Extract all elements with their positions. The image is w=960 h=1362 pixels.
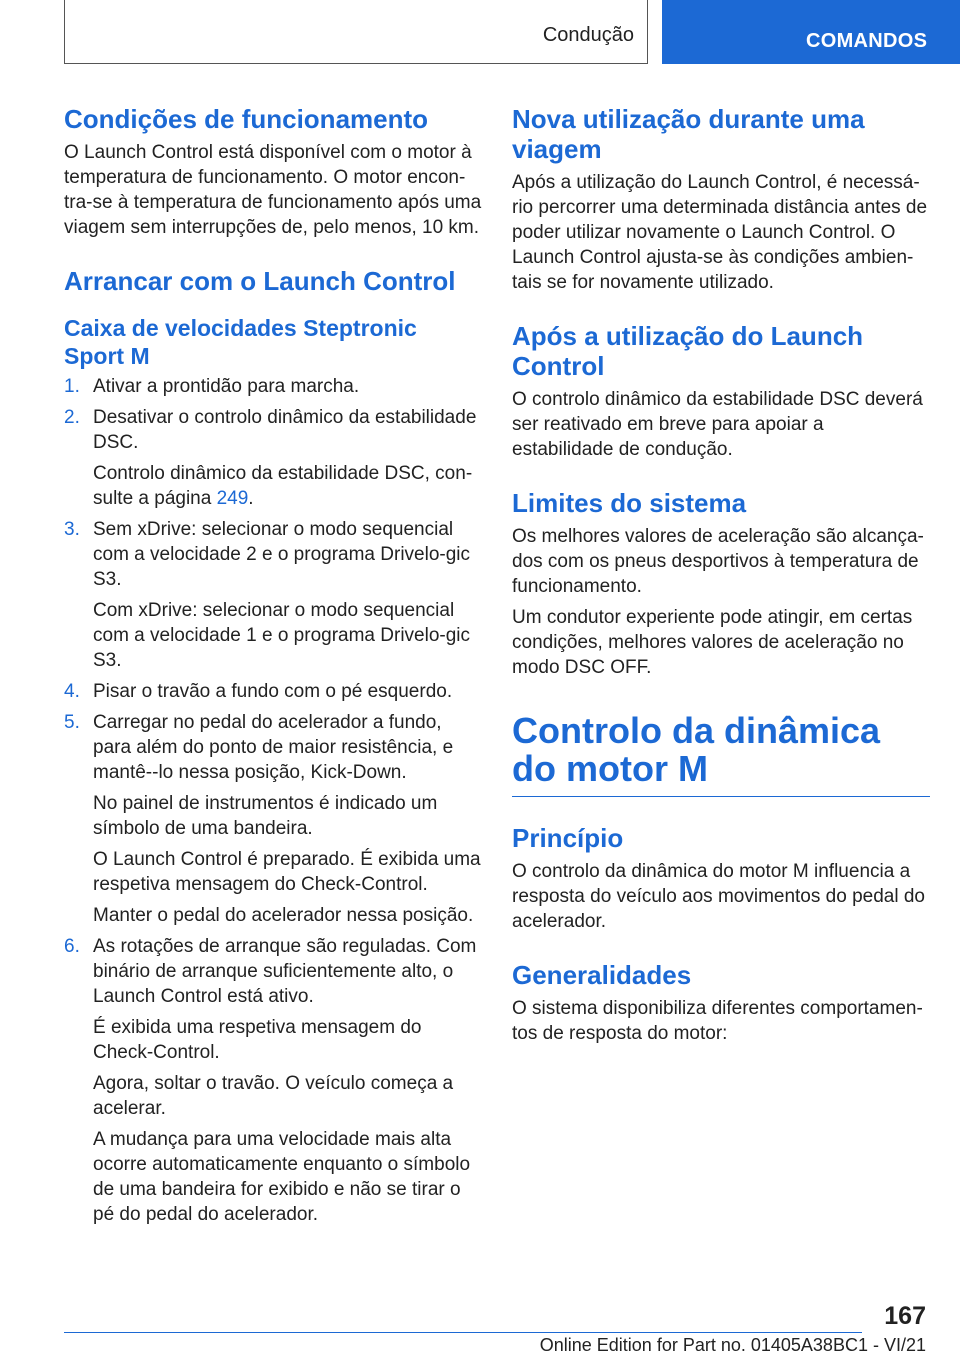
chapter-tab[interactable] <box>662 0 960 64</box>
heading-reuse-during-trip: Nova utilização durante uma viagem <box>512 104 865 164</box>
principle-text: O controlo da dinâmica do motor M influencia a resposta do veículo aos movimentos do pedal do acelerador. <box>512 861 925 932</box>
heading-launch-control-start: Arrancar com o Launch Control <box>64 266 456 296</box>
launch-steps-list <box>64 374 482 1227</box>
list-item <box>64 710 482 928</box>
edition-footer: Online Edition for Part no. 01405A38BC1 - VI/21 <box>539 1335 926 1355</box>
chapter-tab-label: COMANDOS <box>806 30 928 52</box>
list-item <box>64 934 482 1227</box>
list-item <box>64 517 482 673</box>
general-text: O sistema disponibiliza diferentes comportamen-tos de resposta do motor: <box>512 998 923 1044</box>
heading-general: Generalidades <box>512 960 692 990</box>
after-use-text: O controlo dinâmico da estabilidade DSC deverá ser reativado em breve para apoiar a estabilidade de condução. <box>512 389 923 460</box>
step-number: 6. <box>64 936 80 957</box>
heading-after-use: Após a utilização do Launch Control <box>512 321 864 381</box>
step-note: A mudança para uma velocidade mais alta ocorre automaticamente enquanto o símbolo de uma bandeira for exibido e não se tirar o pé do pedal do acelerador. <box>93 1129 471 1225</box>
step-text: Pisar o travão a fundo com o pé esquerdo. <box>93 681 453 702</box>
page-reference-link[interactable]: 249 <box>216 488 249 509</box>
step-note: Com xDrive: selecionar o modo sequencial com a velocidade 1 e o programa Drivelo-gic S3. <box>93 600 471 671</box>
step-text: Sem xDrive: selecionar o modo sequencial com a velocidade 2 e o programa Drivelo-gic S3. <box>93 519 471 590</box>
step-text: As rotações de arranque são reguladas. Com binário de arranque suficientemente alto, o Launch Control está ativo. <box>93 936 477 1007</box>
heading-system-limits: Limites do sistema <box>512 488 747 518</box>
operating-conditions-text: O Launch Control está disponível com o motor à temperatura de funcionamento. O motor encon-tra-se à temperatura de funcionamento após uma viagem sem interrupções de, pelo menos, 10 km. <box>64 142 482 238</box>
reuse-text: Após a utilização do Launch Control, é necessá-rio percorrer uma determinada distância antes de poder utilizar novamente o Launch Control. O Launch Control ajusta-se às condições ambien-tais se for novamente utilizado. <box>512 172 928 293</box>
step-text: Carregar no pedal do acelerador a fundo, para além do ponto de maior resistência, e mantê--lo nessa posição, Kick-Down. <box>93 712 454 783</box>
system-limits-text-2: Um condutor experiente pode atingir, em certas condições, melhores valores de aceleração no modo DSC OFF. <box>512 607 913 678</box>
footer-divider <box>64 1332 862 1333</box>
step-note: No painel de instrumentos é indicado um símbolo de uma bandeira. <box>93 793 438 839</box>
step-number: 4. <box>64 681 80 702</box>
heading-principle: Princípio <box>512 823 624 853</box>
list-item <box>64 405 482 511</box>
list-item <box>64 679 482 704</box>
step-note: É exibida uma respetiva mensagem do Check-Control. <box>93 1017 422 1063</box>
step-number: 5. <box>64 712 80 733</box>
heading-steptronic-sport: Caixa de velocidades Steptronic Sport M <box>64 315 417 369</box>
step-note: Controlo dinâmico da estabilidade DSC, con-sulte a página 249. <box>93 463 473 509</box>
right-column <box>512 104 930 1052</box>
system-limits-text: Os melhores valores de aceleração são alcança-dos com os pneus desportivos à temperatura de funcionamento. <box>512 526 924 597</box>
step-number: 1. <box>64 376 80 397</box>
chapter-title: Controlo da dinâmica do motor M <box>512 712 930 797</box>
list-item <box>64 374 482 399</box>
step-note: O Launch Control é preparado. É exibida uma respetiva mensagem do Check-Control. <box>93 849 481 895</box>
step-number: 2. <box>64 407 80 428</box>
step-text: Ativar a prontidão para marcha. <box>93 376 360 397</box>
step-note: Agora, soltar o travão. O veículo começa a acelerar. <box>93 1073 454 1119</box>
step-note: Manter o pedal do acelerador nessa posição. <box>93 905 474 926</box>
step-text: Desativar o controlo dinâmico da estabilidade DSC. <box>93 407 477 453</box>
left-column <box>64 104 482 1233</box>
step-number: 3. <box>64 519 80 540</box>
heading-operating-conditions: Condições de funcionamento <box>64 104 429 134</box>
section-tab[interactable]: Condução <box>542 24 634 46</box>
page-number: 167 <box>884 1302 926 1330</box>
